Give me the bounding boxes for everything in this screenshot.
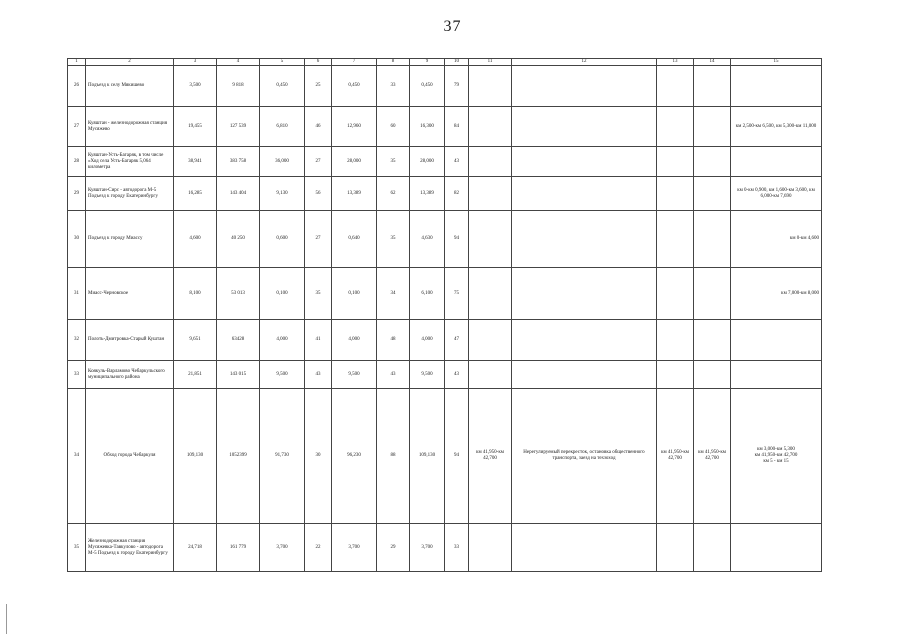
table-row (68, 320, 822, 361)
column-number: 5 (260, 59, 305, 66)
cell-value: 3,700 (410, 524, 445, 572)
cell-value (469, 177, 512, 211)
cell-value (694, 268, 731, 320)
column-number: 13 (657, 59, 694, 66)
cell-value (657, 320, 694, 361)
cell-value (731, 361, 822, 389)
table-row (68, 147, 822, 177)
cell-value: км 5 - км 15 (763, 459, 789, 464)
cell-value: 36,000 (260, 147, 305, 177)
cell-value (694, 524, 731, 572)
cell-value (694, 66, 731, 107)
column-number: 8 (377, 59, 410, 66)
cell-value: км 7,000-км 8,000 (731, 268, 822, 320)
column-number: 7 (332, 59, 377, 66)
column-number: 4 (217, 59, 260, 66)
row-number: 26 (68, 66, 86, 107)
cell-value (469, 211, 512, 268)
cell-value: 109,130 (174, 389, 217, 524)
column-number: 6 (305, 59, 332, 66)
column-number: 3 (174, 59, 217, 66)
cell-value: 63428 (217, 320, 260, 361)
cell-value (694, 177, 731, 211)
table-row (68, 361, 822, 389)
column-number: 9 (410, 59, 445, 66)
cell-value: 35 (305, 268, 332, 320)
cell-value: 9,651 (174, 320, 217, 361)
row-number: 28 (68, 147, 86, 177)
cell-value: 9,500 (260, 361, 305, 389)
cell-value (657, 107, 694, 147)
road-name: Куяштан - железнодорожная станция Мусяжево (86, 107, 174, 147)
road-name: Полоть-Дмитровка-Старый Куштан (86, 320, 174, 361)
cell-value: 0,450 (410, 66, 445, 107)
cell-value (731, 66, 822, 107)
cell-value: 84 (445, 107, 469, 147)
cell-value: 38,941 (174, 147, 217, 177)
road-name: Обход города Чебаркуля (86, 389, 174, 524)
cell-value: 43 (377, 361, 410, 389)
cell-value: км 41,950-км 42,700 (694, 389, 731, 524)
table-row (68, 66, 822, 107)
row-number: 33 (68, 361, 86, 389)
cell-value: 79 (445, 66, 469, 107)
cell-value: 109,130 (410, 389, 445, 524)
cell-value: 12,960 (332, 107, 377, 147)
cell-value (731, 320, 822, 361)
cell-value: 33 (377, 66, 410, 107)
cell-value: 8,100 (174, 268, 217, 320)
cell-value: 25 (305, 66, 332, 107)
scan-margin-line (6, 604, 7, 634)
cell-value: 13,389 (332, 177, 377, 211)
cell-value: км 0-км 4,600 (731, 211, 822, 268)
row-number: 32 (68, 320, 86, 361)
cell-value: 3,700 (332, 524, 377, 572)
cell-value-stack (731, 389, 822, 524)
cell-value: км 41,950-км 42,700 (657, 389, 694, 524)
cell-value (512, 320, 657, 361)
road-name: Подъезд к городу Миассу (86, 211, 174, 268)
cell-value: 24,718 (174, 524, 217, 572)
cell-value: км 0-км 0,900, км 1,600-км 3,600, км 6,000-км 7,690 (731, 177, 822, 211)
road-name: Куяштан-Сирс - автодорога М-5 Подъезд к городу Екатеринбургу (86, 177, 174, 211)
row-number: 27 (68, 107, 86, 147)
cell-value: 0,600 (260, 211, 305, 268)
table-row (68, 177, 822, 211)
cell-value (512, 66, 657, 107)
cell-value: 75 (445, 268, 469, 320)
cell-value (512, 268, 657, 320)
road-name: Железнодорожная станция Мусяжевка-Тавкулово - автодорога М-5 Подъезд к городу Екатеринбургу (86, 524, 174, 572)
cell-value: 9,130 (260, 177, 305, 211)
cell-value: 43 (305, 361, 332, 389)
cell-value: 6,810 (260, 107, 305, 147)
cell-value (657, 268, 694, 320)
cell-value: 0,100 (260, 268, 305, 320)
cell-value: 21,851 (174, 361, 217, 389)
cell-value (512, 147, 657, 177)
cell-value (694, 107, 731, 147)
column-number: 10 (445, 59, 469, 66)
cell-value: 62 (377, 177, 410, 211)
table-row (68, 211, 822, 268)
cell-value: 30 (305, 389, 332, 524)
cell-value: 4,000 (410, 320, 445, 361)
cell-value (657, 211, 694, 268)
cell-value (657, 147, 694, 177)
cell-value: 13,389 (410, 177, 445, 211)
road-data-table (67, 58, 822, 572)
cell-value (469, 361, 512, 389)
cell-value: 53 013 (217, 268, 260, 320)
cell-value: 27 (305, 147, 332, 177)
cell-value (657, 66, 694, 107)
cell-value (469, 66, 512, 107)
cell-value: 43 (445, 361, 469, 389)
cell-value (512, 211, 657, 268)
cell-value: 46 (305, 107, 332, 147)
cell-value: 4,600 (174, 211, 217, 268)
row-number: 34 (68, 389, 86, 524)
cell-value (694, 320, 731, 361)
page-number: 37 (443, 18, 462, 35)
cell-value: 4,630 (410, 211, 445, 268)
cell-value (694, 147, 731, 177)
cell-value (469, 524, 512, 572)
cell-value: 35 (377, 211, 410, 268)
cell-value (512, 177, 657, 211)
road-name: Подъезд к селу Мякишево (86, 66, 174, 107)
cell-value: 28,000 (332, 147, 377, 177)
cell-value: 40 250 (217, 211, 260, 268)
column-number: 15 (731, 59, 822, 66)
cell-value: 0,100 (332, 268, 377, 320)
column-number: 12 (512, 59, 657, 66)
cell-value: 16,300 (410, 107, 445, 147)
cell-value: 127 539 (217, 107, 260, 147)
cell-value: 4,000 (332, 320, 377, 361)
cell-value: 9,500 (410, 361, 445, 389)
cell-value (469, 320, 512, 361)
cell-value: 27 (305, 211, 332, 268)
cell-value: 48 (377, 320, 410, 361)
cell-value (657, 361, 694, 389)
cell-value (512, 107, 657, 147)
cell-value (731, 147, 822, 177)
cell-value: 96,230 (332, 389, 377, 524)
cell-value: 383 758 (217, 147, 260, 177)
table-row (68, 107, 822, 147)
cell-value: 56 (305, 177, 332, 211)
cell-value: 0,450 (260, 66, 305, 107)
cell-value (512, 361, 657, 389)
cell-value: 35 (377, 147, 410, 177)
cell-value: 6,100 (410, 268, 445, 320)
cell-value: 33 (445, 524, 469, 572)
cell-value: 88 (377, 389, 410, 524)
cell-value: 82 (445, 177, 469, 211)
cell-value (469, 107, 512, 147)
cell-value (694, 211, 731, 268)
road-name: Куяштан-Усть-Багаряк, в том числе «Ход села Усть-Багаряк 5,064 километра (86, 147, 174, 177)
table-row (68, 389, 822, 524)
cell-value: 60 (377, 107, 410, 147)
cell-value: 0,640 (332, 211, 377, 268)
cell-value: 28,000 (410, 147, 445, 177)
cell-value: 43 (445, 147, 469, 177)
table-row (68, 268, 822, 320)
cell-value: 143 015 (217, 361, 260, 389)
cell-value: 9,500 (332, 361, 377, 389)
column-number: 11 (469, 59, 512, 66)
table-row (68, 524, 822, 572)
cell-value (694, 361, 731, 389)
cell-value: 16,285 (174, 177, 217, 211)
row-number: 29 (68, 177, 86, 211)
cell-value (657, 177, 694, 211)
column-number: 2 (86, 59, 174, 66)
cell-value: 94 (445, 389, 469, 524)
cell-value (512, 524, 657, 572)
cell-value: 22 (305, 524, 332, 572)
cell-value: 91,730 (260, 389, 305, 524)
cell-value: км 41,950-км 42,700 (469, 389, 512, 524)
cell-value: км 2,500-км 6,500, км 5,300-км 11,000 (731, 107, 822, 147)
row-number: 31 (68, 268, 86, 320)
cell-value: 1052399 (217, 389, 260, 524)
cell-value (731, 524, 822, 572)
cell-value (469, 147, 512, 177)
cell-value: 29 (377, 524, 410, 572)
row-number: 30 (68, 211, 86, 268)
cell-value: 3,500 (174, 66, 217, 107)
column-number: 1 (68, 59, 86, 66)
cell-value (469, 268, 512, 320)
road-name: Миасс-Черновское (86, 268, 174, 320)
cell-value: 143 404 (217, 177, 260, 211)
cell-value: 19,455 (174, 107, 217, 147)
cell-value: 3,700 (260, 524, 305, 572)
cell-value: 94 (445, 211, 469, 268)
cell-value: 0,450 (332, 66, 377, 107)
cell-value: 34 (377, 268, 410, 320)
column-number-row (68, 59, 822, 66)
row-number: 35 (68, 524, 86, 572)
road-name: Коякуль-Варламово Чебаркульского муниципального района (86, 361, 174, 389)
cell-value: км 41,950-км 42,700 (754, 453, 798, 458)
cell-value: 161 779 (217, 524, 260, 572)
cell-value (657, 524, 694, 572)
cell-value: 9 818 (217, 66, 260, 107)
cell-value: 47 (445, 320, 469, 361)
cell-value: 41 (305, 320, 332, 361)
cell-value: Нерегулируемый перекресток, остановка общественного транспорта, заезд на техзоход (512, 389, 657, 524)
cell-value: 4,000 (260, 320, 305, 361)
column-number: 14 (694, 59, 731, 66)
cell-value: км 3,000-км 5,300 (757, 447, 795, 452)
